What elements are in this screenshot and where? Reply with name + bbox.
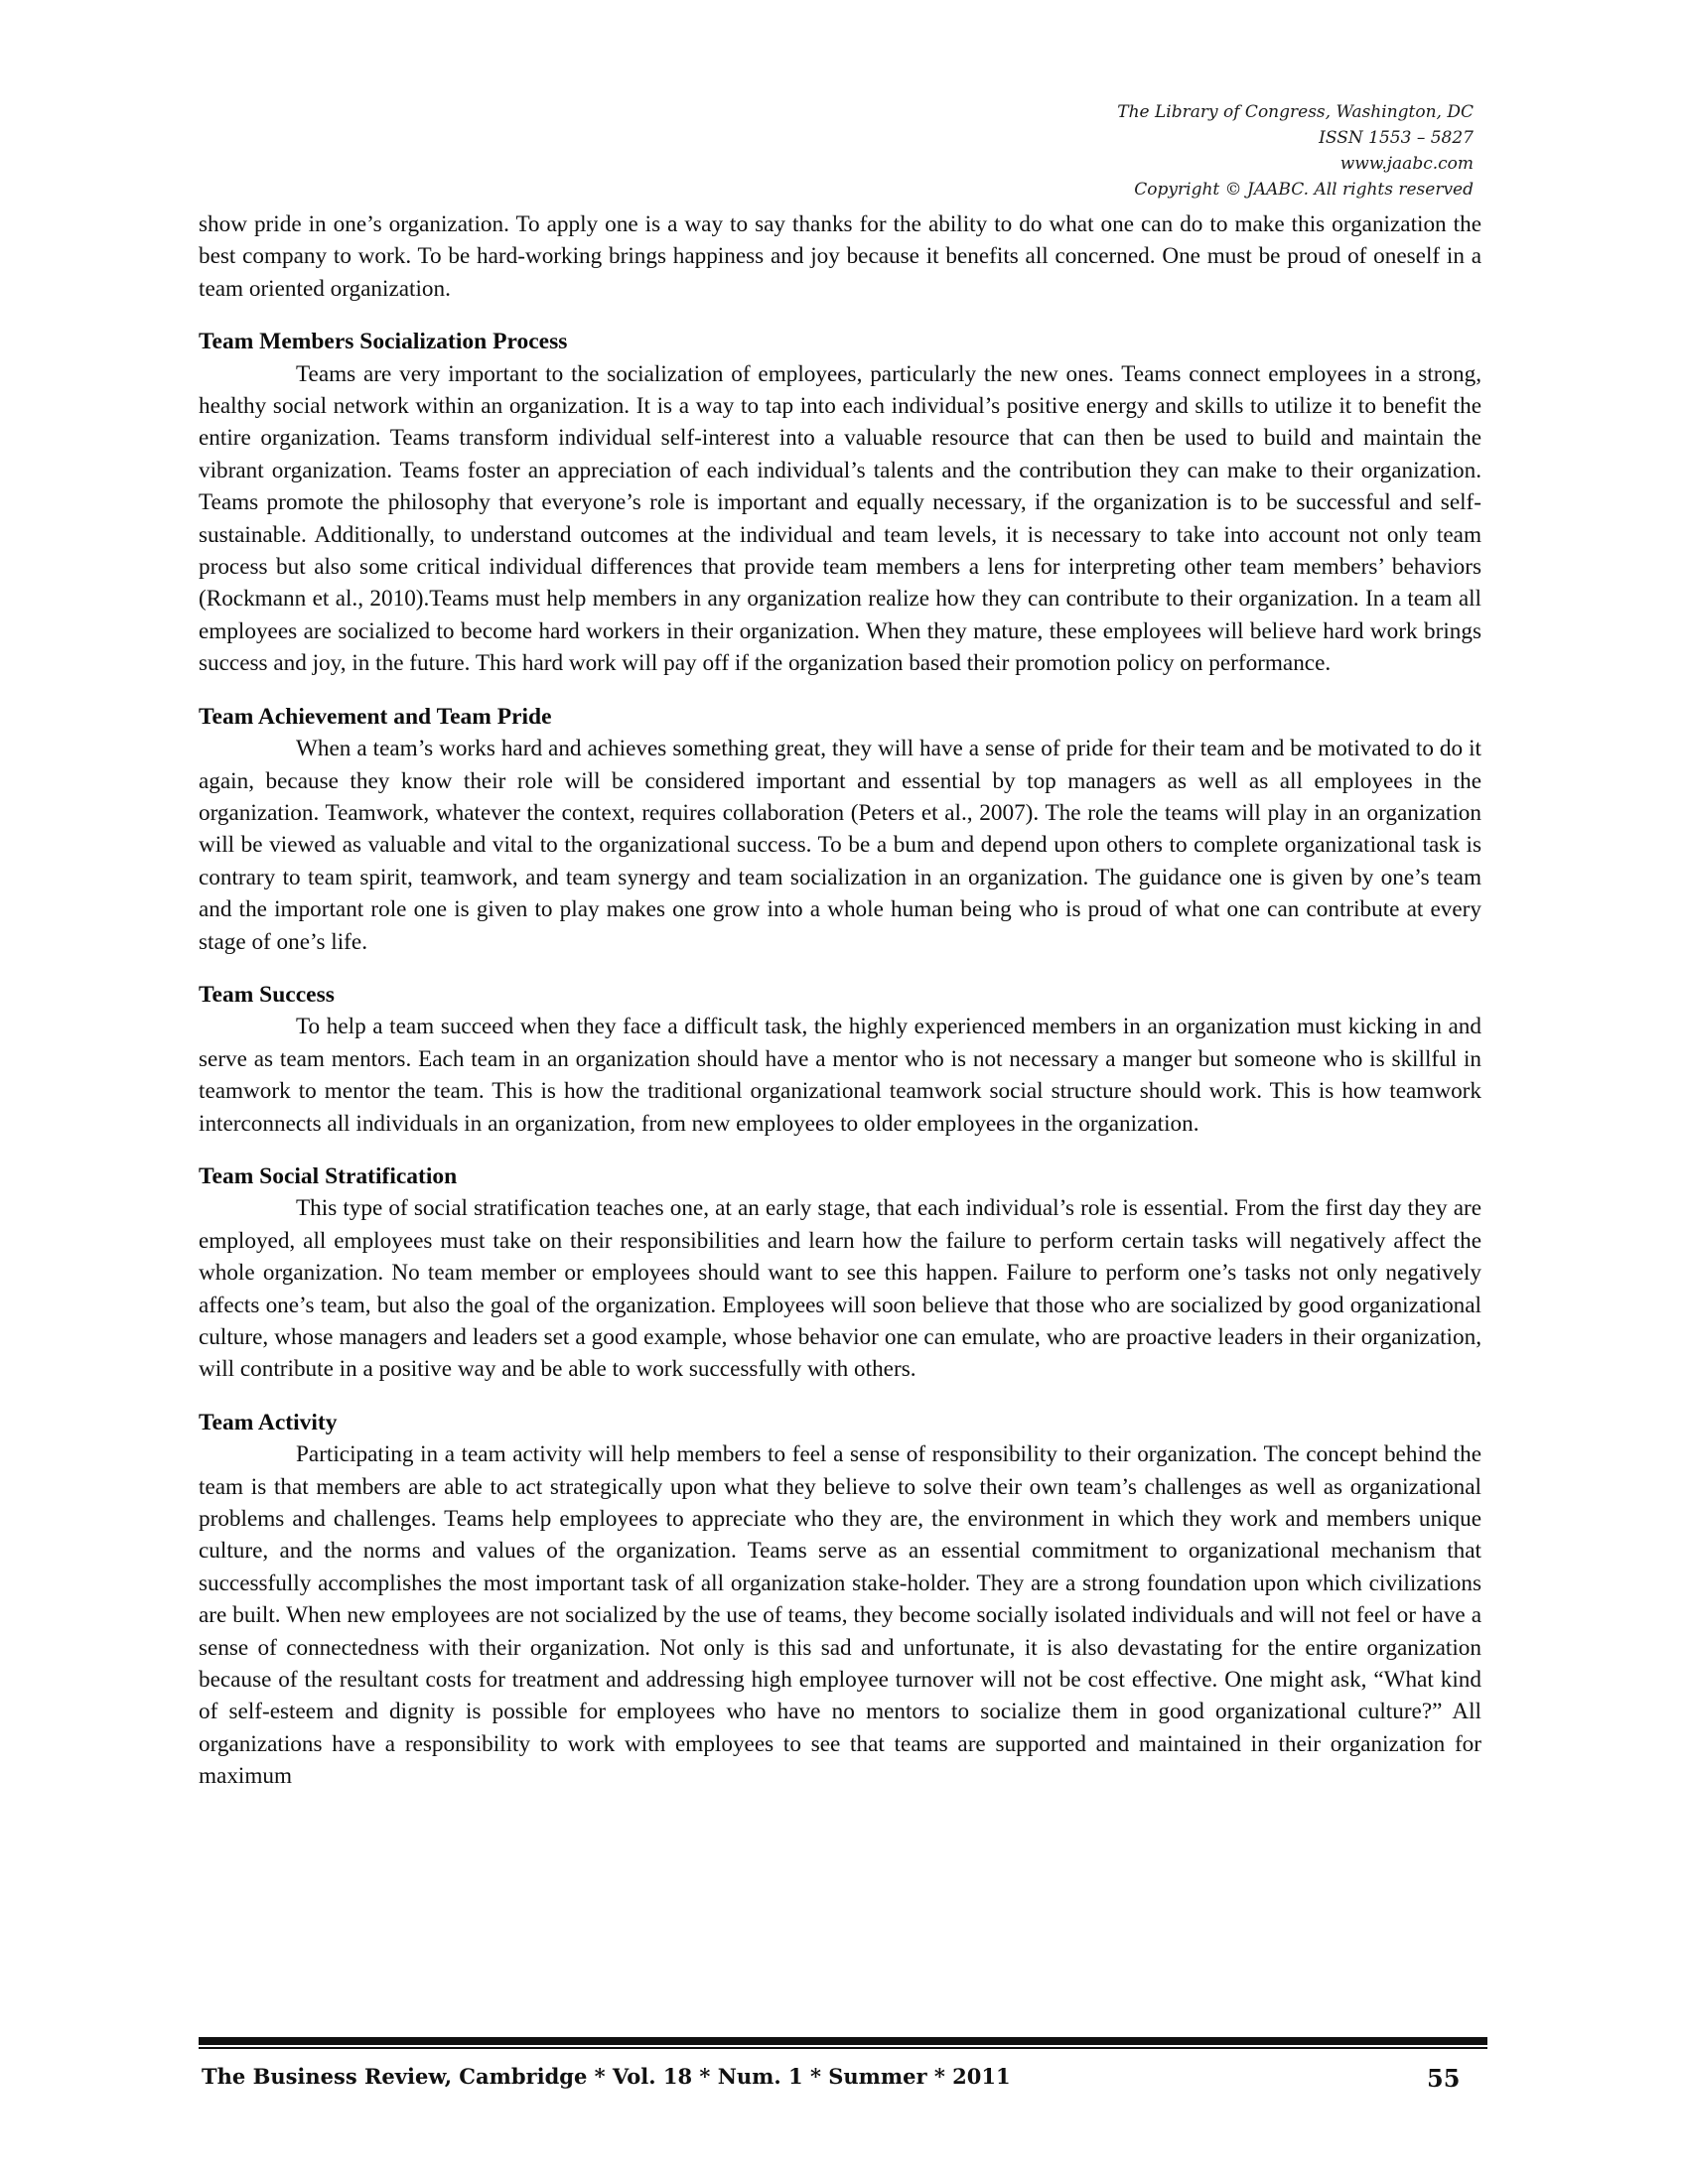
footer-divider (199, 2037, 1487, 2045)
section-heading: Team Achievement and Team Pride (199, 703, 552, 730)
section-team-success (199, 979, 1481, 1140)
section-paragraph: When a team’s works hard and achieves something great, they will have a sense of pride for their team and be motivated to do it again, because they know their role will be considered important and essential by top managers as well as all employees in the organization. Teamwork, whatever the context, requires collaboration (Peters et al., 2007). The role the teams will play in an organization will be viewed as valuable and vital to the organizational success. To be a bum and depend upon others to complete organizational task is contrary to team spirit, teamwork, and team synergy and team socialization in an organization. The guidance one is given by one’s team and the important role one is given to play makes one grow into a whole human being who is proud of what one can contribute at every stage of one’s life. (199, 736, 1481, 955)
section-paragraph: Participating in a team activity will help members to feel a sense of responsibility to their organization. The concept behind the team is that members are able to act strategically upon what they believe to solve their own team’s challenges as well as organizational problems and challenges. Teams help employees to appreciate who they are, the environment in which they work and members unique culture, and the norms and values of the organization. Teams serve as an essential commitment to organizational mechanism that successfully accomplishes the most important task of all organization stake-holder. They are a strong foundation upon which civilizations are built. When new employees are not socialized by the use of teams, they become socially isolated individuals and will not feel or have a sense of connectedness with their organization. Not only is this sad and unfortunate, it is also devastating for the entire organization because of the resultant costs for treatment and addressing high employee turnover will not be cost effective. One might ask, “What kind of self-esteem and dignity is possible for employees who have no mentors to socialize them in good organizational culture?” All organizations have a responsibility to work with employees to see that teams are supported and maintained in their organization for maximum (199, 1441, 1481, 1790)
section-paragraph: To help a team succeed when they face a difficult task, the highly experienced members in an organization must kicking in and serve as team mentors. Each team in an organization should have a mentor who is not necessary a manger but someone who is skillful in teamwork to mentor the team. This is how the traditional organizational teamwork social structure should work. This is how teamwork interconnects all individuals in an organization, from new employees to older employees in the organization. (199, 1014, 1481, 1137)
section-achievement-pride (199, 701, 1481, 958)
section-heading: Team Social Stratification (199, 1162, 458, 1189)
header-website-line: www.jaabc.com (1339, 154, 1474, 174)
footer-divider-thin (199, 2047, 1487, 2049)
article-body (199, 208, 1481, 1793)
section-paragraph: This type of social stratification teaches one, at an early stage, that each individual’s role is essential. From the first day they are employed, all employees must take on their responsibilities and learn how the failure to perform certain tasks will negatively affect the whole organization. No team member or employees should want to see this happen. Failure to perform one’s tasks not only negatively affects one’s team, but also the goal of the organization. Employees will soon believe that those who are socialized by good organizational culture, whose managers and leaders set a good example, whose behavior one can emulate, who are proactive leaders in their organization, will contribute in a positive way and be able to work successfully with others. (199, 1195, 1481, 1383)
section-team-activity (199, 1407, 1481, 1793)
header-issn-line: ISSN 1553 – 5827 (1319, 128, 1474, 148)
section-heading: Team Activity (199, 1409, 338, 1435)
section-heading: Team Members Socialization Process (199, 329, 568, 355)
header-publisher-line: The Library of Congress, Washington, DC (1117, 102, 1474, 122)
page-number: 55 (1427, 2064, 1461, 2093)
footer-journal-citation: The Business Review, Cambridge * Vol. 18 * Num. 1 * Summer * 2011 (202, 2064, 1011, 2089)
section-paragraph: Teams are very important to the socialization of employees, particularly the new ones. Teams connect employees in a strong, healthy social network within an organization. It is a way to tap into each individual’s positive energy and skills to utilize it to benefit the entire organization. Teams transform individual self-interest into a valuable resource that can then be used to build and maintain the vibrant organization. Teams foster an appreciation of each individual’s talents and the contribution they can make to their organization. Teams promote the philosophy that everyone’s role is important and equally necessary, if the organization is to be successful and self-sustainable. Additionally, to understand outcomes at the individual and team levels, it is necessary to take into account not only team process but also some critical individual differences that provide team members a lens for interpreting other team members’ behaviors (Rockmann et al., 2010).Teams must help members in any organization realize how they can contribute to their organization. In a team all employees are socialized to become hard workers in their organization. When they mature, these employees will believe hard work brings success and joy, in the future. This hard work will pay off if the organization based their promotion policy on performance. (199, 360, 1481, 677)
intro-paragraph: show pride in one’s organization. To apply one is a way to say thanks for the ability to do what one can do to make this organization the best company to work. To be hard-working brings happiness and joy because it benefits all concerned. One must be proud of oneself in a team oriented organization. (199, 211, 1481, 302)
header-copyright-line: Copyright © JAABC. All rights reserved (1134, 180, 1474, 200)
section-heading: Team Success (199, 981, 335, 1008)
running-header (1117, 99, 1474, 203)
section-social-stratification (199, 1160, 1481, 1386)
section-socialization-process (199, 326, 1481, 679)
